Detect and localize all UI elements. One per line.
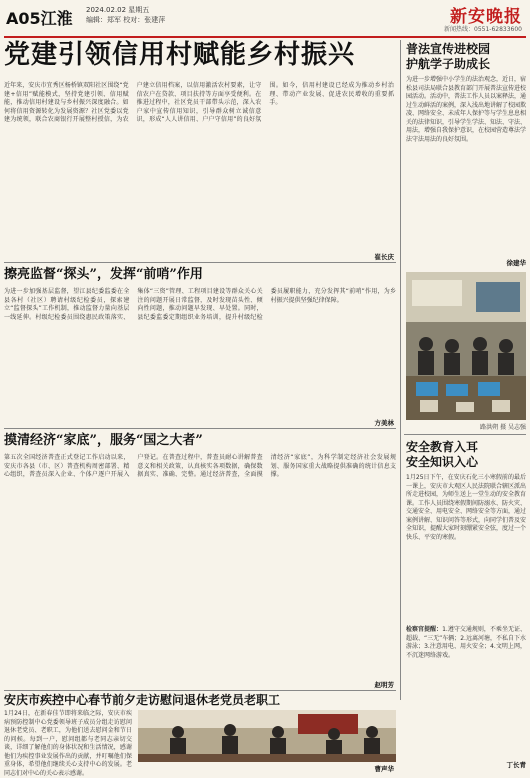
side-top-headline [406, 42, 526, 72]
veterans-photo [138, 710, 396, 762]
safety-checklist-text: 1.遵守交通规则，不乘坐无证、超载、“三无”车辆；2.远离河塘，不私自下水游泳；3.注意用电、用火安全；4.文明上网，不沉迷网络游戏。 [406, 626, 526, 659]
supervision-author: 方美林 [374, 419, 394, 427]
divider [4, 428, 396, 429]
lead-body: 近年来，安庆市宜秀区杨桥镇双阳社区围绕“党建+信用”赋能模式，坚持党建引领、信用赋能，推动信用村建设与乡村振兴深度融合。如何将信用资源转化为发展资源？社区党委以党建为统领，联合农商银行开展整村授信，为农户建立信用档案，以信用激活农村要素，让守信农户在贷款、项目扶持等方面享受便利。在推进过程中，社区党员干部带头示范，深入农户家中宣传信用知识，引导群众树立诚信意识，形成“人人讲信用、户户守信用”的良好氛围。如今，信用村建设已经成为推动乡村治理、带动产业发展、促进农民增收的重要抓手。 [4, 82, 394, 123]
lead-headline: 党建引领信用村赋能乡村振兴 [4, 40, 356, 70]
veterans-author: 曹声华 [374, 765, 394, 773]
veterans-photo-image [138, 710, 396, 762]
classroom-photo [406, 272, 526, 420]
safety-body: 1月25日下午，在安庆石化三小寒假前的最后一课上，安庆市大观区人民法院联合辖区派出所走进校园，为师生送上一堂生动的安全教育课。工作人员围绕寒假期间防溺水、防火灾、交通安全、用电安全、网络安全等方面，通过案例讲解、知识问答等形式，向同学们普及安全知识，提醒大家时刻绷紧安全弦，度过一个快乐、平安的寒假。 [406, 474, 527, 541]
service-body: 第五次全国经济普查正式登记工作启动以来，安庆市各县（市、区）普查机构周密部署、精心组织，普查员深入企业、个体户逐户开展入户登记。在普查过程中，普查员耐心讲解普查意义和相关政策，认真核实各项数据，确保数据真实、准确、完整。通过经济普查，全面摸清经济“家底”，为科学制定经济社会发展规划、服务国家重大战略提供准确的统计信息支撑。 [4, 454, 396, 478]
hotline: 新闻热线：0551-62833600 [444, 26, 522, 33]
date-line: 2024.02.02 星期五 [86, 6, 150, 14]
side-top-body: 为进一步增强中小学生的法治观念，近日，宿松县司法局联合县教育部门开展普法宣传进校园活动。活动中，普法工作人员以案释法，通过生动鲜活的案例，深入浅出地讲解了校园欺凌、网络安全、未成年人保护等与学生息息相关的法律知识，引导学生学法、知法、守法、用法，增强自我保护意识，在校园营造尊法学法守法用法的良好氛围。 [406, 76, 527, 143]
safety-headline-line2: 安全知识入心 [406, 455, 479, 469]
lead-author: 崔长庆 [374, 253, 394, 261]
veterans-body: 1月24日，在新春佳节即将来临之际，安庆市疾病预防控制中心党委领导班子成员分组走访慰问退休老党员、老职工，为他们送去慰问金和节日的问候。每到一户，慰问组都与老同志亲切交谈，详细了解他们的身体状况和生活情况，感谢他们为疾控事业发展作出的贡献，并叮嘱他们保重身体，希望他们继续关心支持中心的发展。老同志们对中心的关心表示感谢。 [4, 710, 132, 777]
supervision-body: 为进一步加强基层监督，望江县纪委监委在全县各村（社区）聘请村级纪检委员，探索建立“监督探头”工作机制，推动监督力量向基层一线延伸。村级纪检委员围绕惠民政策落实、集体“三资”管理、工程项目建设等群众关心关注的问题开展日常监督，及时发现苗头性、倾向性问题，推动问题早发现、早处置。同时，县纪委监委定期组织业务培训，提升村级纪检委员履职能力，充分发挥其“前哨”作用，为乡村振兴提供坚强纪律保障。 [4, 288, 396, 321]
editor-line: 编辑：郑军 校对：张建萍 [86, 16, 166, 24]
safety-author: 丁长青 [506, 761, 526, 769]
divider [4, 262, 396, 263]
safety-headline-line1: 安全教育入耳 [406, 440, 479, 454]
divider [4, 690, 396, 691]
veterans-headline: 安庆市疾控中心春节前夕走访慰问退休老党员老职工 [4, 693, 281, 707]
newspaper-logo: 新安晚报 [450, 7, 522, 27]
side-top-author: 徐建华 [506, 259, 526, 267]
side-top-headline-line2: 护航学子助成长 [406, 57, 491, 71]
photo-caption: 路洪朔 摄 吴志强 [480, 424, 526, 431]
side-top-headline-line1: 普法宣传进校园 [406, 42, 491, 56]
service-author: 赵明芳 [374, 681, 394, 689]
edition-code: A05 [6, 9, 41, 28]
edition-meta [86, 5, 165, 25]
service-headline: 摸清经济“家底”，服务“国之大者” [4, 433, 203, 448]
edition-name: 江淮 [40, 9, 73, 28]
safety-checklist [406, 626, 526, 758]
safety-checklist-label: 检察官提醒： [406, 626, 443, 633]
classroom-photo-image [406, 272, 526, 420]
column-divider [400, 40, 401, 700]
supervision-headline: 擦亮监督“探头”，发挥“前哨”作用 [4, 267, 203, 282]
safety-headline [406, 440, 526, 470]
divider [404, 434, 526, 435]
masthead [4, 0, 526, 38]
